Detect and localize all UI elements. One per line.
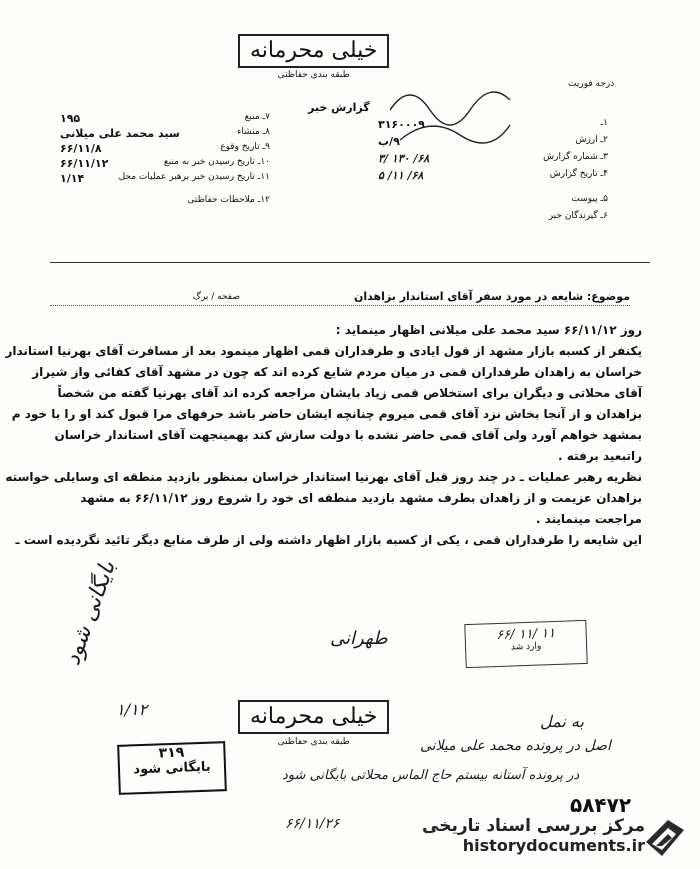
note-line-2: در پرونده آستانه بیستم حاج الماس محلاتی بایگانی شود xyxy=(282,768,580,783)
body-line: بزاهدان و از آنجا بخاش نزد آقای قمی میروم چنانچه ایشان حاضر باشد حرفهای مرا قبول کند او را با خود م xyxy=(11,407,642,421)
right-fields xyxy=(378,118,608,220)
separator-top xyxy=(50,262,650,263)
report-title: گزارش خبر xyxy=(308,101,370,114)
received-stamp: ۶۶/ ۱۱/ ۱۱ وارد شد xyxy=(464,620,587,668)
left-margin-note: بایگانی شود xyxy=(60,557,121,669)
bottom-date: ۶۶/۱۱/۲۶ xyxy=(285,816,340,832)
signature-top: طهرانی xyxy=(330,628,388,649)
note-line-1: اصل در پرونده محمد علی میلانی xyxy=(420,738,611,754)
field-2: ۲ـ ارزش ۹/ب xyxy=(378,135,608,148)
page-label: صفحه / برگ xyxy=(192,292,240,302)
field-9: ۹ـ تاریخ وقوع ۶۶/۱۱/۸ xyxy=(60,142,270,155)
document-number: ۵۸۴۷۲ xyxy=(570,793,632,817)
body-line: یکنفر از کسبه بازار مشهد از قول ایادی و طرفداران قمی اظهار مینمود بعد از مسافرت آقای بهرنیا استاندار xyxy=(5,344,642,358)
body-line: مراجعت مینمایند . xyxy=(535,512,642,526)
field-1: ۱ـ ۳۱۶۰۰۰۹ xyxy=(378,118,608,131)
field-8: ۸ـ منشاء سید محمد علی میلانی xyxy=(60,127,270,140)
note-right: به نمل xyxy=(540,712,584,731)
watermark xyxy=(415,816,645,855)
field-12: ۱۲ـ ملاحظات حفاظتی xyxy=(187,195,270,205)
body-line: بزاهدان عزیمت و از زاهدان بطرف مشهد بازدید منطقه ای خود را شروع روز ۶۶/۱۱/۱۲ به مشهد xyxy=(80,491,642,505)
left-date: ۱/۱۲ xyxy=(116,700,148,719)
field-6: ۶ـ گیرندگان خبر xyxy=(548,211,608,221)
archive-logo-icon xyxy=(640,812,690,862)
field-10: ۱۰ـ تاریخ رسیدن خبر به منبع ۶۶/۱۱/۱۲ xyxy=(60,157,270,170)
body-line: نظریه رهبر عملیات ـ در چند روز قبل آقای بهرنیا استاندار خراسان بمنظور بازدید منطقه ای وسایلی خواسته xyxy=(5,470,642,484)
field-5: ۵ـ پیوست xyxy=(571,194,608,204)
field-3: ۳ـ شماره گزارش ۶۸/ ۱۳۰ /۳ xyxy=(378,152,608,165)
body-line: خراسان به زاهدان طرفداران قمی در میان مردم شایع کرده اند که چون در مشهد آقای کفائی واز شیراز xyxy=(32,365,642,379)
watermark-url: historydocuments.ir xyxy=(462,836,645,855)
body-line: راتبعید برفته . xyxy=(558,449,642,463)
field-4: ۴ـ تاریخ گزارش ۶۸/ ۱۱/ ۵ xyxy=(378,169,608,182)
left-fields xyxy=(60,112,270,205)
priority-label: درجه فوریت xyxy=(568,79,615,89)
subject: موضوع: شایعه در مورد سفر آقای استاندار بزاهدان xyxy=(353,290,630,303)
classification-stamp-text: خیلی محرمانه xyxy=(238,34,389,68)
body-line: این شایعه را طرفداران قمی ، یکی از کسبه بازار اظهار داشته ولی از طرف منابع دیگر تائید نگردیده است ـ xyxy=(15,533,642,547)
body-line: بمشهد خواهم آورد ولی آقای قمی حاضر نشده با دولت سازش کند بهمینجهت آقای استاندار خراسان xyxy=(54,428,642,442)
classification-caption: طبقه بندی حفاظتی xyxy=(277,70,350,81)
field-7: ۷ـ منبع ۱۹۵ xyxy=(60,112,270,125)
watermark-title: مرکز بررسی اسناد تاریخی xyxy=(422,816,645,836)
bottom-classification-stamp: خیلی محرمانه طبقه بندی حفاظتی xyxy=(238,700,389,747)
subject-dots xyxy=(50,305,630,306)
archive-stamp: ۳۱۹ بایگانی شود xyxy=(117,741,227,795)
report-body xyxy=(5,323,642,554)
body-line: آقای محلاتی و دیگران برای استخلاص قمی زیاد بایشان مراجعه کرده اند آقای بهرنیا گفته من شخصاً xyxy=(57,386,642,400)
classification-stamp xyxy=(238,34,389,80)
body-line: روز ۶۶/۱۱/۱۲ سید محمد علی میلانی اظهار مینماید : xyxy=(335,323,642,337)
field-11: ۱۱ـ تاریخ رسیدن خبر برهبر عملیات محل ۱/۱۴ xyxy=(60,172,270,185)
